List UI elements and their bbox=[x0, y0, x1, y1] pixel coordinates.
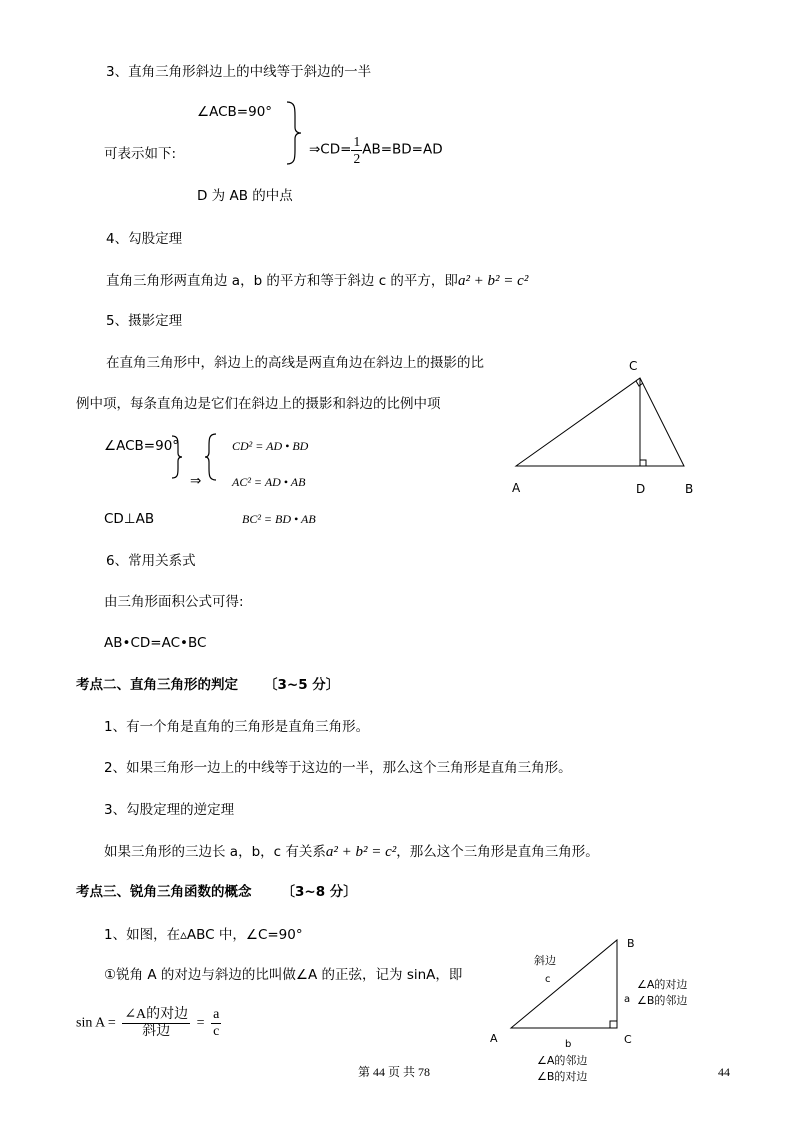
sec3-condition-angle: ∠ACB=90° bbox=[197, 104, 273, 120]
sec3-prefix: 可表示如下: bbox=[104, 146, 177, 162]
triangle-abc bbox=[516, 378, 684, 466]
sec5-text-line1: 在直角三角形中，斜边上的高线是两直角边在斜边上的摄影的比 bbox=[106, 355, 484, 371]
sec5-heading: 5、摄影定理 bbox=[106, 313, 183, 329]
footer-page-info: 第 44 页 共 78 bbox=[358, 1065, 431, 1079]
left-brace-icon bbox=[203, 432, 219, 482]
trig-triangle-figure bbox=[480, 930, 710, 1085]
projection-triangle-figure bbox=[500, 350, 710, 500]
sine-word-fraction: $\frac{\text{∠A的对边}}{\text{斜边}}$ bbox=[124, 1007, 189, 1039]
label-side-a: a bbox=[624, 994, 631, 1005]
sec5-text-line2: 例中项，每条直角边是它们在斜边上的摄影和斜边的比例中项 bbox=[76, 396, 441, 412]
sec5-implies: ⇒ bbox=[190, 473, 202, 489]
sec6-text: 由三角形面积公式可得: bbox=[104, 594, 244, 610]
equal-segments: AB=BD=AD bbox=[362, 141, 443, 158]
pythagoras-formula: a² + b² = c² bbox=[457, 273, 529, 289]
label-b: B bbox=[627, 937, 635, 950]
kp2-item3: 3、勾股定理的逆定理 bbox=[104, 802, 235, 818]
sine-definition-formula bbox=[76, 1008, 221, 1039]
sine-equals: = bbox=[196, 1015, 205, 1031]
kp3-title-row bbox=[76, 886, 357, 900]
kp3-item1: 1、如图，在▵ABC 中，∠C=90° bbox=[104, 927, 303, 943]
label-b: B bbox=[685, 482, 694, 496]
label-c: C bbox=[624, 1033, 632, 1046]
kp3-title: 考点三、锐角三角函数的概念 bbox=[76, 884, 252, 900]
half-fraction: $\frac{1}{2}$ bbox=[353, 134, 361, 166]
kp2-title: 考点二、直角三角形的判定 bbox=[76, 677, 238, 693]
label-b-opposite: ∠B的对边 bbox=[537, 1070, 588, 1083]
sine-letter-fraction: $\frac{a}{c}$ bbox=[213, 1007, 220, 1039]
sec3-condition-midpoint: D 为 AB 的中点 bbox=[197, 188, 293, 204]
sec4-text: 直角三角形两直角边 a，b 的平方和等于斜边 c 的平方，即a² + b² = c² bbox=[106, 273, 529, 289]
sec5-condition-angle: ∠ACB=90° bbox=[104, 438, 180, 454]
triangle-abc bbox=[511, 940, 617, 1028]
kp3-score: 〔3~8 分〕 bbox=[281, 884, 357, 900]
sec3-midline-formula bbox=[309, 135, 443, 165]
label-d: D bbox=[636, 482, 646, 496]
label-c: C bbox=[629, 359, 638, 373]
sec4-heading: 4、勾股定理 bbox=[106, 231, 183, 247]
sec3-heading: 3、直角三角形斜边上的中线等于斜边的一半 bbox=[106, 64, 372, 80]
label-side-b: b bbox=[565, 1039, 572, 1050]
implies-cd: ⇒CD= bbox=[309, 141, 352, 158]
footer-page-number: 44 bbox=[718, 1065, 730, 1079]
sec6-heading: 6、常用关系式 bbox=[106, 553, 196, 569]
label-a-opposite: ∠A的对边 bbox=[637, 978, 688, 991]
kp2-item3-detail: 如果三角形的三边长 a，b，c 有关系a² + b² = c²，那么这个三角形是直角三角形。 bbox=[104, 844, 599, 860]
kp2-score: 〔3~5 分〕 bbox=[264, 677, 340, 693]
right-brace-icon bbox=[170, 434, 184, 480]
label-hypotenuse: 斜边 bbox=[534, 954, 556, 967]
right-angle-mark-c bbox=[610, 1021, 617, 1028]
right-brace-icon bbox=[284, 100, 304, 166]
kp2-item2: 2、如果三角形一边上的中线等于这边的一半，那么这个三角形是直角三角形。 bbox=[104, 760, 572, 776]
label-a-adjacent: ∠A的邻边 bbox=[537, 1054, 588, 1067]
kp2-title-row bbox=[76, 679, 339, 693]
label-a: A bbox=[490, 1032, 498, 1045]
kp2-item1: 1、有一个角是直角的三角形是直角三角形。 bbox=[104, 719, 370, 735]
right-angle-mark-d bbox=[640, 460, 646, 466]
formula-cd-squared: CD² = AD • BD bbox=[232, 439, 309, 453]
sine-lhs: sin A = bbox=[76, 1015, 116, 1031]
sec6-formula: AB•CD=AC•BC bbox=[104, 635, 207, 651]
sec5-condition-perpendicular: CD⊥AB bbox=[104, 511, 155, 527]
formula-ac-squared: AC² = AD • AB bbox=[232, 475, 306, 489]
label-side-c: c bbox=[545, 974, 551, 985]
kp3-item2: ①锐角 A 的对边与斜边的比叫做∠A 的正弦，记为 sinA，即 bbox=[104, 967, 463, 983]
formula-bc-squared: BC² = BD • AB bbox=[242, 512, 316, 526]
label-b-adjacent: ∠B的邻边 bbox=[637, 994, 688, 1007]
pythagoras-converse-formula: a² + b² = c² bbox=[325, 844, 397, 860]
label-a: A bbox=[512, 481, 521, 495]
